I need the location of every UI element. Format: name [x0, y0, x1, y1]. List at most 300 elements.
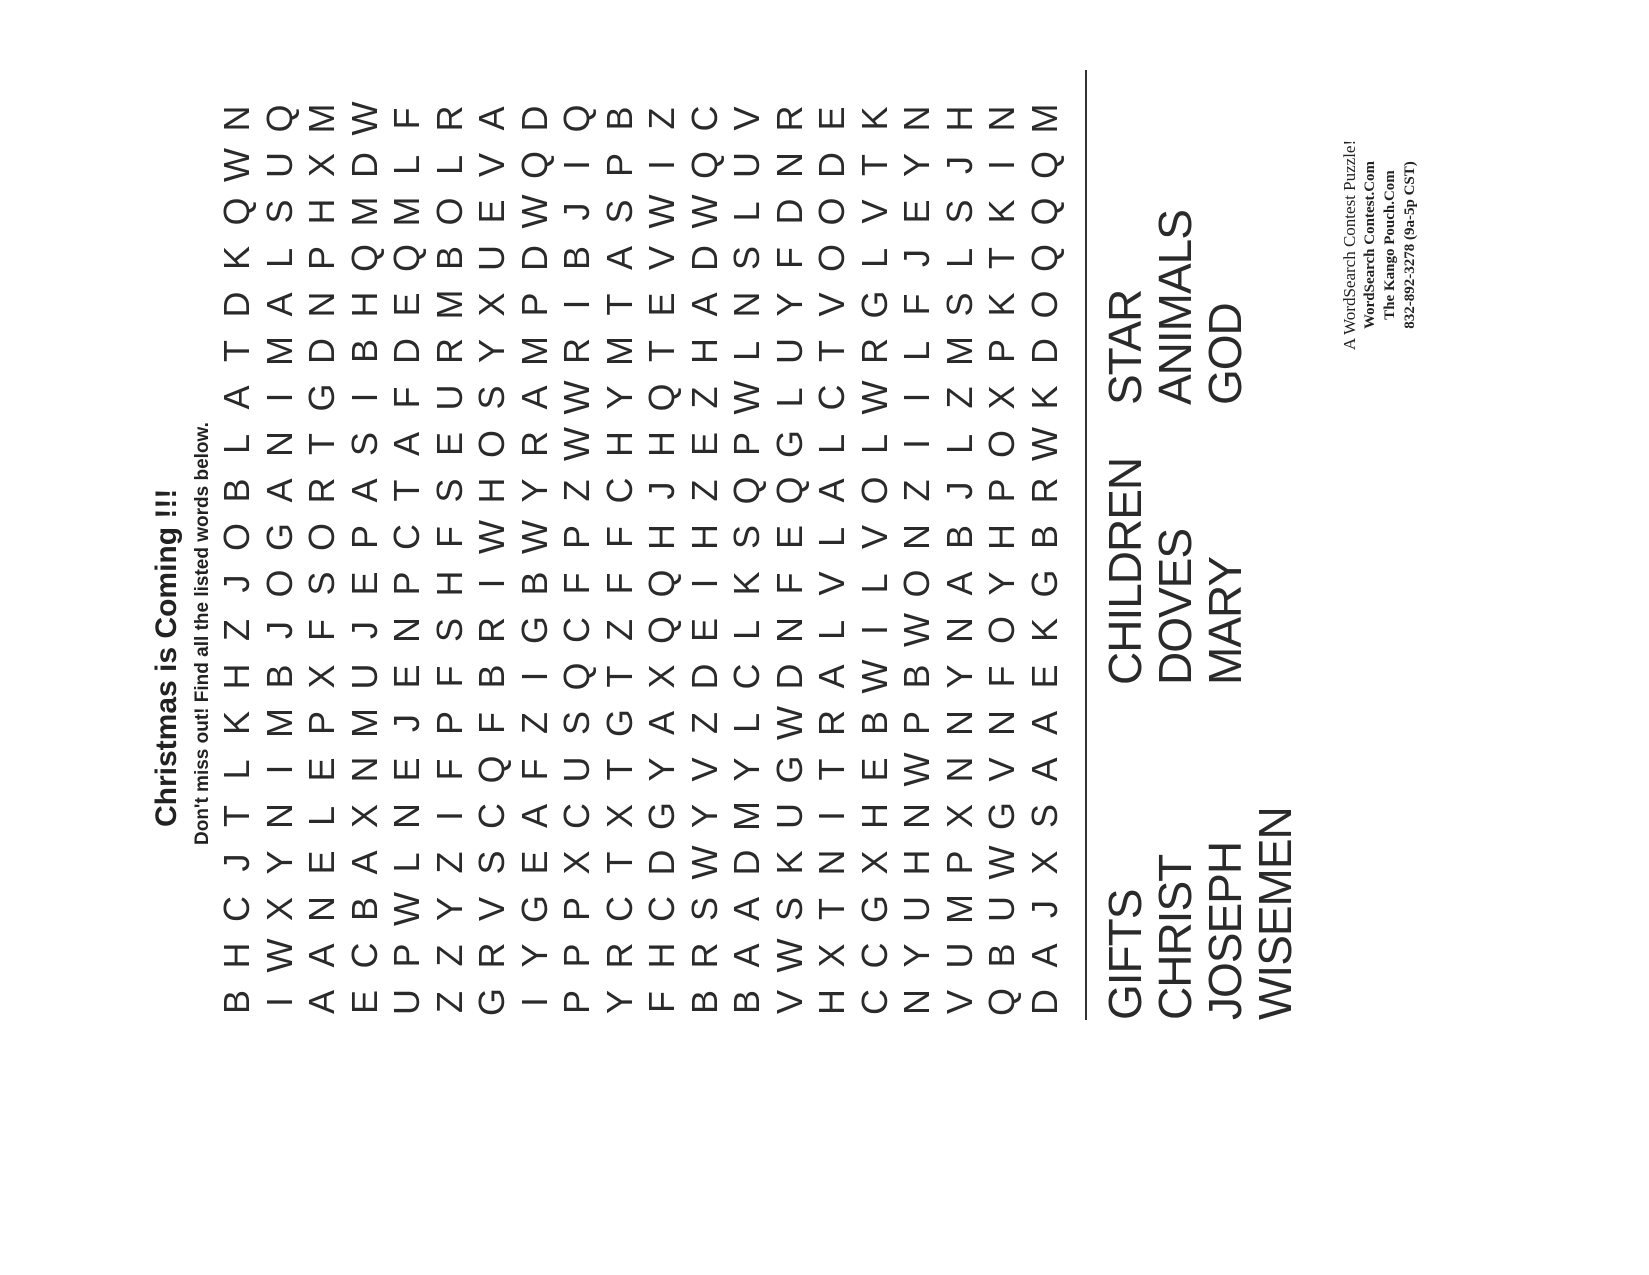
- grid-letter: H: [641, 524, 682, 550]
- grid-letter: A: [513, 804, 555, 829]
- grid-letter: R: [471, 617, 512, 643]
- grid-letter: S: [428, 478, 470, 503]
- grid-letter: L: [726, 712, 767, 734]
- grid-letter: F: [428, 665, 470, 688]
- grid-letter: D: [301, 338, 342, 364]
- grid-letter: G: [471, 988, 512, 1017]
- grid-letter: E: [683, 618, 725, 643]
- grid-letter: A: [811, 664, 852, 689]
- grid-letter: R: [598, 942, 640, 969]
- grid-letter: F: [301, 619, 342, 641]
- grid-letter: W: [768, 706, 810, 740]
- grid-letter: U: [896, 896, 937, 922]
- grid-letter: L: [726, 340, 767, 362]
- grid-letter: Z: [683, 712, 725, 734]
- grid-letter: M: [513, 336, 555, 366]
- grid-row: [683, 90, 725, 1020]
- word-doves: DOVES: [1149, 528, 1201, 685]
- grid-letter: Y: [471, 339, 512, 364]
- grid-letter: W: [683, 194, 725, 229]
- grid-letter: F: [598, 572, 640, 595]
- grid-letter: S: [556, 711, 597, 736]
- grid-letter: Y: [726, 757, 767, 782]
- grid-letter: C: [556, 803, 597, 829]
- grid-letter: X: [981, 385, 1022, 410]
- grid-letter: L: [726, 201, 767, 222]
- publisher-footer: [1340, 105, 1420, 385]
- grid-letter: Y: [641, 757, 682, 782]
- grid-letter: W: [641, 194, 682, 229]
- grid-letter: P: [556, 990, 597, 1015]
- grid-letter: I: [981, 160, 1022, 171]
- grid-letter: D: [1023, 338, 1065, 364]
- grid-letter: P: [386, 943, 427, 968]
- grid-letter: O: [981, 430, 1022, 459]
- grid-letter: A: [811, 478, 852, 503]
- grid-letter: B: [258, 664, 300, 689]
- grid-row: [853, 90, 895, 1020]
- grid-letter: E: [768, 525, 810, 550]
- grid-letter: D: [683, 663, 725, 690]
- word-god: GOD: [1199, 303, 1251, 405]
- grid-letter: B: [938, 525, 980, 550]
- grid-letter: M: [428, 289, 470, 320]
- grid-letter: Q: [726, 476, 767, 505]
- grid-letter: P: [598, 153, 640, 178]
- grid-letter: T: [386, 479, 427, 502]
- grid-letter: A: [726, 897, 767, 922]
- grid-letter: R: [768, 105, 810, 132]
- grid-letter: M: [343, 196, 385, 227]
- grid-letter: M: [258, 708, 300, 738]
- grid-letter: C: [811, 384, 852, 411]
- grid-letter: A: [301, 990, 342, 1015]
- grid-letter: F: [598, 526, 640, 548]
- grid-letter: S: [938, 199, 980, 224]
- grid-letter: F: [428, 758, 470, 781]
- grid-letter: H: [428, 570, 470, 597]
- grid-letter: X: [301, 153, 342, 178]
- grid-letter: M: [938, 336, 980, 366]
- grid-letter: F: [386, 386, 427, 409]
- grid-letter: B: [343, 897, 385, 922]
- grid-letter: P: [556, 525, 597, 550]
- grid-letter: I: [428, 811, 470, 822]
- grid-letter: Z: [513, 712, 555, 734]
- grid-letter: E: [641, 292, 682, 317]
- grid-letter: R: [513, 431, 555, 457]
- grid-letter: O: [811, 197, 852, 226]
- grid-letter: F: [428, 526, 470, 548]
- grid-letter: G: [513, 616, 555, 645]
- grid-letter: Z: [428, 991, 470, 1013]
- grid-letter: W: [768, 938, 810, 973]
- grid-letter: A: [258, 292, 300, 317]
- grid-letter: I: [683, 578, 725, 589]
- grid-letter: G: [981, 802, 1022, 831]
- word-joseph: JOSEPH: [1199, 841, 1251, 1020]
- grid-letter: S: [471, 850, 512, 875]
- grid-letter: E: [471, 199, 512, 224]
- grid-letter: A: [938, 571, 980, 596]
- grid-letter: I: [896, 392, 937, 403]
- grid-letter: Y: [683, 804, 725, 829]
- grid-letter: W: [513, 520, 555, 554]
- grid-letter: V: [641, 246, 682, 271]
- grid-letter: G: [258, 523, 300, 552]
- grid-letter: E: [301, 757, 342, 782]
- grid-letter: W: [343, 101, 385, 136]
- grid-letter: N: [811, 849, 852, 876]
- grid-letter: U: [938, 942, 980, 969]
- grid-letter: N: [938, 756, 980, 783]
- grid-letter: F: [556, 572, 597, 595]
- grid-letter: V: [981, 757, 1022, 782]
- grid-letter: U: [556, 756, 597, 783]
- footer-phone: 832-892-3278 (9a-5p CST): [1402, 161, 1418, 329]
- grid-letter: M: [1023, 103, 1065, 134]
- grid-letter: L: [258, 247, 300, 269]
- grid-letter: V: [811, 571, 852, 596]
- grid-letter: N: [258, 803, 300, 829]
- grid-letter: Y: [598, 385, 640, 410]
- grid-letter: N: [343, 756, 385, 783]
- grid-letter: B: [471, 664, 512, 689]
- grid-letter: G: [853, 895, 895, 924]
- grid-letter: S: [301, 571, 342, 596]
- grid-letter: I: [343, 392, 385, 403]
- grid-row: [556, 90, 597, 1020]
- grid-letter: O: [981, 616, 1022, 645]
- grid-letter: Z: [428, 944, 470, 967]
- grid-letter: B: [216, 478, 257, 503]
- grid-letter: L: [938, 247, 980, 269]
- grid-row: [726, 90, 767, 1020]
- grid-letter: H: [811, 989, 852, 1015]
- grid-letter: A: [301, 943, 342, 968]
- grid-letter: T: [598, 665, 640, 688]
- puzzle-instructions: Don't miss out! Find all the listed words below.: [192, 422, 213, 845]
- grid-letter: K: [1023, 385, 1065, 410]
- grid-letter: H: [683, 338, 725, 364]
- grid-letter: T: [811, 898, 852, 920]
- grid-letter: F: [981, 665, 1022, 688]
- grid-letter: H: [981, 524, 1022, 550]
- word-star: STAR: [1099, 289, 1151, 405]
- grid-letter: I: [556, 299, 597, 310]
- grid-letter: N: [938, 710, 980, 736]
- grid-letter: E: [386, 292, 427, 317]
- grid-letter: G: [853, 290, 895, 319]
- grid-letter: X: [853, 850, 895, 875]
- grid-letter: P: [981, 339, 1022, 364]
- grid-letter: J: [938, 156, 980, 174]
- grid-letter: O: [301, 523, 342, 552]
- grid-letter: V: [726, 106, 767, 131]
- grid-letter: I: [853, 625, 895, 636]
- grid-letter: Z: [641, 107, 682, 130]
- grid-letter: R: [556, 338, 597, 364]
- grid-letter: O: [896, 569, 937, 598]
- grid-row: [641, 90, 682, 1020]
- grid-letter: Z: [896, 479, 937, 502]
- grid-letter: D: [641, 849, 682, 876]
- grid-row: [1023, 90, 1065, 1020]
- grid-letter: N: [301, 896, 342, 922]
- puzzle-title: Christmas is Coming !!!: [150, 488, 183, 827]
- grid-letter: W: [513, 194, 555, 229]
- grid-letter: S: [471, 385, 512, 410]
- grid-letter: I: [896, 439, 937, 450]
- grid-letter: T: [598, 851, 640, 874]
- grid-letter: I: [556, 160, 597, 171]
- footer-site-2: The Kango Pouch.Com: [1382, 170, 1398, 320]
- grid-letter: K: [981, 292, 1022, 317]
- grid-letter: X: [938, 804, 980, 829]
- grid-row: [896, 90, 937, 1020]
- grid-letter: V: [811, 292, 852, 317]
- grid-letter: T: [216, 340, 257, 362]
- grid-letter: P: [301, 246, 342, 271]
- grid-letter: Q: [386, 244, 427, 273]
- grid-letter: P: [726, 432, 767, 457]
- grid-letter: L: [896, 340, 937, 362]
- grid-letter: A: [726, 943, 767, 968]
- grid-letter: W: [726, 380, 767, 415]
- grid-letter: A: [216, 385, 257, 410]
- grid-letter: O: [811, 244, 852, 273]
- grid-letter: A: [1023, 943, 1065, 968]
- grid-letter: T: [216, 805, 257, 827]
- grid-letter: N: [896, 524, 937, 550]
- grid-letter: J: [1023, 900, 1065, 918]
- grid-letter: Q: [641, 616, 682, 645]
- grid-letter: J: [386, 714, 427, 732]
- grid-letter: D: [811, 152, 852, 178]
- word-wisemen: WISEMEN: [1249, 807, 1301, 1020]
- grid-letter: X: [258, 897, 300, 922]
- grid-letter: I: [258, 997, 300, 1008]
- grid-letter: R: [301, 477, 342, 504]
- grid-letter: Q: [1023, 151, 1065, 180]
- grid-letter: W: [556, 427, 597, 461]
- grid-letter: W: [853, 380, 895, 415]
- grid-letter: W: [216, 148, 257, 182]
- grid-letter: J: [556, 202, 597, 221]
- grid-letter: P: [981, 478, 1022, 503]
- grid-letter: D: [216, 291, 257, 318]
- grid-letter: X: [471, 292, 512, 317]
- grid-letter: R: [471, 942, 512, 969]
- grid-letter: C: [683, 105, 725, 132]
- grid-letter: Z: [556, 479, 597, 502]
- grid-letter: S: [598, 199, 640, 224]
- grid-letter: Z: [683, 479, 725, 502]
- grid-letter: N: [768, 617, 810, 643]
- grid-row: [258, 90, 300, 1020]
- grid-letter: X: [301, 664, 342, 689]
- grid-letter: U: [981, 896, 1022, 922]
- grid-letter: B: [343, 339, 385, 364]
- grid-letter: A: [683, 292, 725, 317]
- grid-letter: E: [386, 757, 427, 782]
- grid-letter: E: [301, 850, 342, 875]
- grid-letter: R: [1023, 477, 1065, 504]
- grid-letter: Q: [216, 197, 257, 226]
- grid-letter: Y: [896, 153, 937, 178]
- grid-letter: D: [683, 245, 725, 271]
- grid-letter: B: [1023, 525, 1065, 550]
- grid-letter: E: [428, 432, 470, 457]
- grid-letter: G: [598, 709, 640, 738]
- grid-letter: X: [343, 804, 385, 829]
- word-children: CHILDREN: [1099, 457, 1151, 685]
- grid-letter: M: [343, 708, 385, 738]
- grid-letter: M: [258, 336, 300, 366]
- grid-letter: J: [896, 249, 937, 267]
- grid-letter: C: [598, 896, 640, 922]
- grid-letter: N: [938, 617, 980, 643]
- grid-letter: C: [853, 989, 895, 1015]
- grid-letter: Y: [598, 990, 640, 1015]
- grid-letter: F: [513, 758, 555, 781]
- grid-letter: P: [386, 571, 427, 596]
- grid-letter: H: [896, 849, 937, 876]
- grid-letter: Y: [768, 292, 810, 317]
- grid-letter: I: [513, 997, 555, 1008]
- grid-letter: X: [641, 664, 682, 689]
- grid-letter: Z: [683, 386, 725, 409]
- grid-letter: L: [386, 852, 427, 873]
- footer-tagline: A WordSearch Contest Puzzle!: [1340, 139, 1359, 351]
- grid-letter: H: [598, 431, 640, 457]
- grid-letter: C: [216, 896, 257, 922]
- grid-letter: I: [258, 392, 300, 403]
- grid-letter: T: [641, 340, 682, 362]
- grid-letter: S: [428, 618, 470, 643]
- grid-letter: T: [811, 758, 852, 781]
- grid-letter: U: [768, 803, 810, 829]
- grid-letter: H: [216, 663, 257, 690]
- grid-letter: Y: [513, 478, 555, 503]
- grid-letter: A: [513, 385, 555, 410]
- grid-letter: B: [981, 943, 1022, 968]
- grid-letter: V: [683, 757, 725, 782]
- grid-letter: H: [301, 198, 342, 225]
- grid-letter: F: [768, 247, 810, 269]
- grid-letter: Q: [641, 569, 682, 598]
- grid-letter: Y: [428, 897, 470, 922]
- grid-letter: Q: [981, 988, 1022, 1017]
- grid-letter: A: [386, 432, 427, 457]
- grid-letter: H: [641, 431, 682, 457]
- grid-letter: M: [726, 801, 767, 831]
- grid-letter: W: [1023, 427, 1065, 461]
- grid-letter: O: [853, 476, 895, 505]
- grid-letter: N: [386, 803, 427, 829]
- grid-row: [343, 90, 385, 1020]
- word-gifts: GIFTS: [1099, 889, 1151, 1020]
- grid-letter: C: [386, 524, 427, 550]
- grid-row: [938, 90, 980, 1020]
- grid-letter: Q: [683, 151, 725, 180]
- grid-letter: Y: [513, 943, 555, 968]
- grid-letter: V: [853, 199, 895, 224]
- grid-letter: J: [938, 481, 980, 500]
- grid-letter: L: [811, 433, 852, 455]
- grid-letter: I: [258, 764, 300, 775]
- grid-letter: D: [768, 198, 810, 225]
- grid-letter: S: [726, 246, 767, 271]
- grid-letter: A: [1023, 711, 1065, 736]
- grid-letter: F: [386, 107, 427, 130]
- grid-letter: L: [386, 154, 427, 176]
- grid-letter: C: [726, 663, 767, 690]
- grid-letter: A: [343, 850, 385, 875]
- grid-letter: U: [726, 152, 767, 178]
- grid-letter: R: [428, 338, 470, 364]
- grid-letter: P: [343, 525, 385, 550]
- grid-letter: H: [216, 942, 257, 969]
- grid-letter: N: [981, 105, 1022, 132]
- grid-letter: E: [343, 990, 385, 1015]
- word-christ: CHRIST: [1149, 854, 1201, 1020]
- grid-letter: S: [1023, 804, 1065, 829]
- grid-letter: D: [513, 105, 555, 132]
- grid-letter: Q: [1023, 244, 1065, 273]
- grid-letter: R: [811, 710, 852, 736]
- grid-letter: O: [216, 523, 257, 552]
- grid-letter: U: [258, 152, 300, 178]
- grid-letter: L: [853, 573, 895, 594]
- grid-letter: U: [386, 989, 427, 1015]
- grid-letter: C: [556, 617, 597, 643]
- word-mary: MARY: [1199, 556, 1251, 685]
- grid-row: [811, 90, 852, 1020]
- grid-letter: W: [981, 845, 1022, 880]
- grid-letter: T: [811, 340, 852, 362]
- grid-letter: G: [641, 802, 682, 831]
- grid-letter: B: [556, 246, 597, 271]
- grid-letter: C: [853, 942, 895, 969]
- grid-letter: I: [641, 160, 682, 171]
- grid-letter: W: [556, 380, 597, 415]
- grid-letter: L: [216, 433, 257, 455]
- grid-letter: D: [1023, 989, 1065, 1015]
- grid-letter: O: [428, 197, 470, 226]
- grid-letter: O: [471, 430, 512, 459]
- grid-letter: B: [428, 246, 470, 271]
- grid-letter: J: [216, 853, 257, 872]
- grid-letter: I: [471, 578, 512, 589]
- grid-letter: Y: [938, 664, 980, 689]
- grid-letter: N: [301, 291, 342, 318]
- grid-letter: I: [513, 671, 555, 682]
- grid-row: [598, 90, 640, 1020]
- grid-letter: R: [683, 942, 725, 969]
- grid-row: [513, 90, 555, 1020]
- grid-letter: N: [726, 291, 767, 318]
- grid-letter: G: [301, 383, 342, 412]
- grid-letter: Z: [428, 851, 470, 874]
- grid-letter: P: [938, 850, 980, 875]
- grid-letter: E: [683, 432, 725, 457]
- grid-letter: V: [471, 153, 512, 178]
- grid-letter: B: [726, 990, 767, 1015]
- grid-letter: K: [768, 850, 810, 875]
- grid-letter: P: [301, 711, 342, 736]
- grid-letter: K: [216, 711, 257, 736]
